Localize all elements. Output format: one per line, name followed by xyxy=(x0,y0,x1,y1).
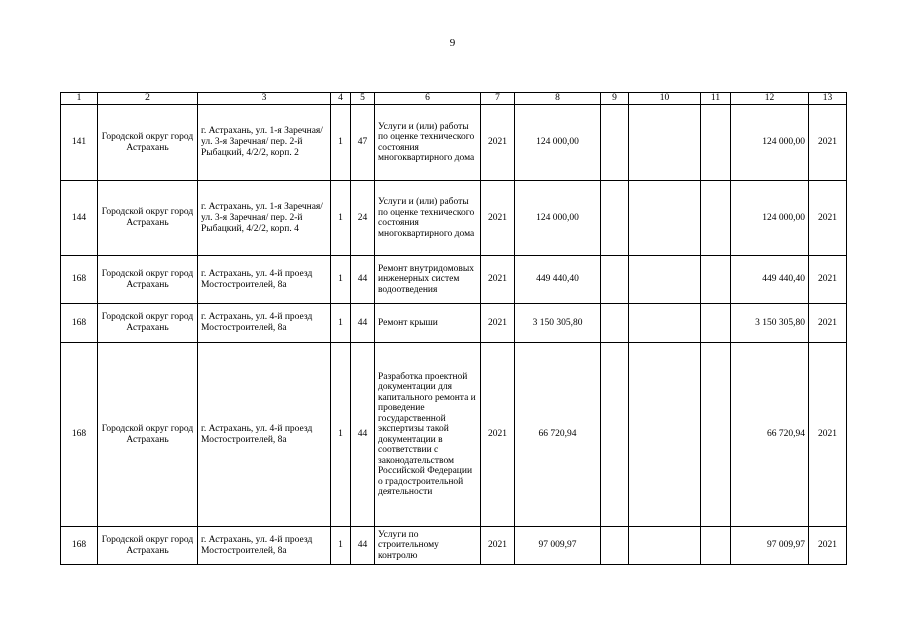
address-cell: г. Астрахань, ул. 4-й проезд Мостостроителей, 8а xyxy=(198,304,331,343)
address-cell: г. Астрахань, ул. 4-й проезд Мостостроителей, 8а xyxy=(198,343,331,527)
column-number-header xyxy=(61,93,847,105)
column-header: 9 xyxy=(601,93,629,105)
col4-cell: 1 xyxy=(331,304,351,343)
col5-cell: 44 xyxy=(351,304,375,343)
col13-year-cell: 2021 xyxy=(809,304,847,343)
column-header: 5 xyxy=(351,93,375,105)
col13-year-cell: 2021 xyxy=(809,527,847,565)
col13-year-cell: 2021 xyxy=(809,343,847,527)
col4-cell: 1 xyxy=(331,105,351,181)
service-cell: Услуги и (или) работы по оценке технического состояния многоквартирного дома xyxy=(375,181,481,256)
row-number: 168 xyxy=(61,343,98,527)
column-header: 8 xyxy=(515,93,601,105)
col12-cost-cell: 97 009,97 xyxy=(731,527,809,565)
row-number: 144 xyxy=(61,181,98,256)
column-header: 6 xyxy=(375,93,481,105)
service-cell: Ремонт внутридомовых инженерных систем водоотведения xyxy=(375,256,481,304)
repair-registry-table xyxy=(60,92,847,565)
table-row xyxy=(61,181,847,256)
row-number: 168 xyxy=(61,304,98,343)
col9-cell xyxy=(601,181,629,256)
total-cost-cell: 449 440,40 xyxy=(515,256,601,304)
col9-cell xyxy=(601,256,629,304)
row-number: 168 xyxy=(61,256,98,304)
total-cost-cell: 66 720,94 xyxy=(515,343,601,527)
col11-cell xyxy=(701,105,731,181)
col5-cell: 44 xyxy=(351,343,375,527)
year-cell: 2021 xyxy=(481,256,515,304)
column-header: 7 xyxy=(481,93,515,105)
col11-cell xyxy=(701,181,731,256)
col13-year-cell: 2021 xyxy=(809,105,847,181)
col4-cell: 1 xyxy=(331,343,351,527)
column-header: 2 xyxy=(98,93,198,105)
total-cost-cell: 97 009,97 xyxy=(515,527,601,565)
column-header: 4 xyxy=(331,93,351,105)
year-cell: 2021 xyxy=(481,304,515,343)
table-row xyxy=(61,343,847,527)
col13-year-cell: 2021 xyxy=(809,256,847,304)
column-header: 12 xyxy=(731,93,809,105)
year-cell: 2021 xyxy=(481,181,515,256)
col12-cost-cell: 449 440,40 xyxy=(731,256,809,304)
col11-cell xyxy=(701,527,731,565)
municipality-cell: Городской округ город Астрахань xyxy=(98,343,198,527)
col10-cell xyxy=(629,256,701,304)
total-cost-cell: 3 150 305,80 xyxy=(515,304,601,343)
col12-cost-cell: 66 720,94 xyxy=(731,343,809,527)
address-cell: г. Астрахань, ул. 1-я Заречная/ ул. 3-я Заречная/ пер. 2-й Рыбацкий, 4/2/2, корп. 4 xyxy=(198,181,331,256)
service-cell: Услуги по строительному контролю xyxy=(375,527,481,565)
municipality-cell: Городской округ город Астрахань xyxy=(98,256,198,304)
col9-cell xyxy=(601,105,629,181)
col12-cost-cell: 124 000,00 xyxy=(731,105,809,181)
col9-cell xyxy=(601,343,629,527)
col13-year-cell: 2021 xyxy=(809,181,847,256)
col10-cell xyxy=(629,181,701,256)
address-cell: г. Астрахань, ул. 4-й проезд Мостостроителей, 8а xyxy=(198,527,331,565)
row-number: 168 xyxy=(61,527,98,565)
col10-cell xyxy=(629,343,701,527)
address-cell: г. Астрахань, ул. 1-я Заречная/ ул. 3-я Заречная/ пер. 2-й Рыбацкий, 4/2/2, корп. 2 xyxy=(198,105,331,181)
total-cost-cell: 124 000,00 xyxy=(515,105,601,181)
year-cell: 2021 xyxy=(481,105,515,181)
col4-cell: 1 xyxy=(331,527,351,565)
column-header: 11 xyxy=(701,93,731,105)
column-header: 1 xyxy=(61,93,98,105)
col4-cell: 1 xyxy=(331,181,351,256)
col11-cell xyxy=(701,304,731,343)
column-header: 10 xyxy=(629,93,701,105)
table-row xyxy=(61,527,847,565)
col11-cell xyxy=(701,343,731,527)
col11-cell xyxy=(701,256,731,304)
municipality-cell: Городской округ город Астрахань xyxy=(98,181,198,256)
col4-cell: 1 xyxy=(331,256,351,304)
address-cell: г. Астрахань, ул. 4-й проезд Мостостроителей, 8а xyxy=(198,256,331,304)
total-cost-cell: 124 000,00 xyxy=(515,181,601,256)
service-cell: Ремонт крыши xyxy=(375,304,481,343)
col10-cell xyxy=(629,304,701,343)
col10-cell xyxy=(629,527,701,565)
col5-cell: 24 xyxy=(351,181,375,256)
year-cell: 2021 xyxy=(481,343,515,527)
municipality-cell: Городской округ город Астрахань xyxy=(98,105,198,181)
column-header: 13 xyxy=(809,93,847,105)
col5-cell: 47 xyxy=(351,105,375,181)
municipality-cell: Городской округ город Астрахань xyxy=(98,304,198,343)
table-row xyxy=(61,105,847,181)
service-cell: Услуги и (или) работы по оценке технического состояния многоквартирного дома xyxy=(375,105,481,181)
page-number: 9 xyxy=(449,37,456,49)
row-number: 141 xyxy=(61,105,98,181)
col12-cost-cell: 3 150 305,80 xyxy=(731,304,809,343)
municipality-cell: Городской округ город Астрахань xyxy=(98,527,198,565)
col9-cell xyxy=(601,527,629,565)
table-row xyxy=(61,304,847,343)
col10-cell xyxy=(629,105,701,181)
col12-cost-cell: 124 000,00 xyxy=(731,181,809,256)
col5-cell: 44 xyxy=(351,256,375,304)
year-cell: 2021 xyxy=(481,527,515,565)
col5-cell: 44 xyxy=(351,527,375,565)
service-cell: Разработка проектной документации для капитального ремонта и проведение государственной экспертизы такой документации в соответствии с законодательством Российской Федерации о градостроительной деятельности xyxy=(375,343,481,527)
col9-cell xyxy=(601,304,629,343)
column-header: 3 xyxy=(198,93,331,105)
table-row xyxy=(61,256,847,304)
